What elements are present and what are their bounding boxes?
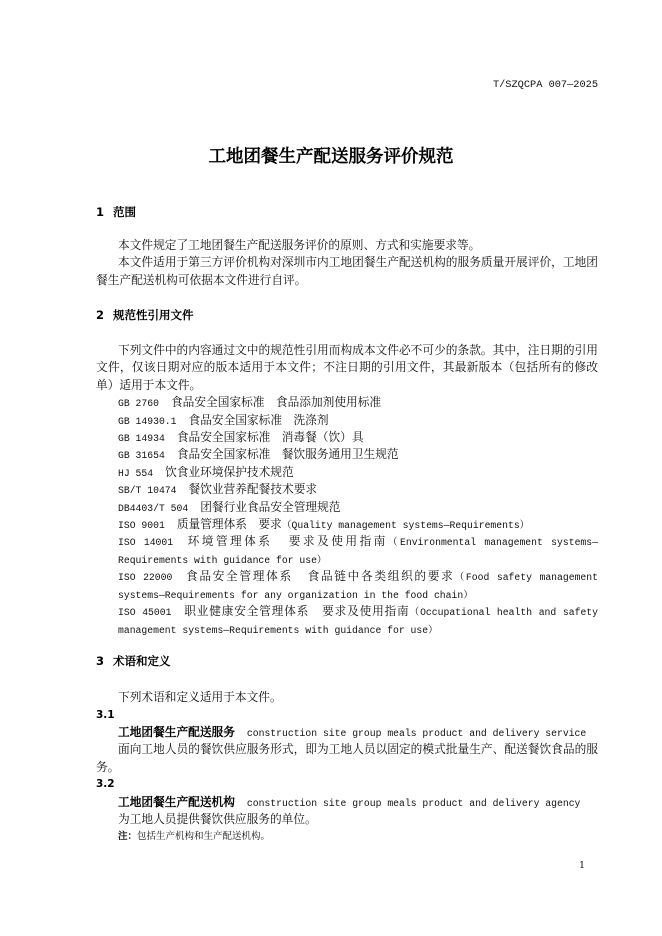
reference-title: 食品安全国家标准 洗涤剂 [188, 412, 329, 427]
section-number: 1 [96, 205, 105, 219]
reference-code: GB 14930.1 [118, 415, 177, 427]
reference-title: 职业健康安全管理体系 要求及使用指南 [183, 604, 410, 619]
section-number: 3 [96, 654, 105, 669]
reference-title: 食品安全国家标准 消毒餐（饮）具 [176, 430, 364, 445]
reference-item [118, 568, 598, 603]
reference-code: GB 2760 [118, 398, 159, 410]
reference-item [118, 464, 598, 481]
reference-code: ISO 14001 [118, 537, 174, 549]
reference-title: 食品安全国家标准 食品添加剂使用标准 [170, 395, 382, 410]
term-number: 3.1 [96, 708, 115, 721]
section-title: 范围 [113, 205, 136, 219]
section-2-body [96, 342, 598, 638]
reference-code: ISO 22000 [118, 572, 173, 584]
section-3-body [96, 689, 598, 846]
term-chinese: 工地团餐生产配送服务 [118, 724, 235, 739]
section-1-heading [96, 204, 598, 221]
reference-item [118, 499, 598, 516]
paragraph: 下列文件中的内容通过文中的规范性引用而构成本文件必不可少的条款。其中，注日期的引用文件，仅该日期对应的版本适用于本文件；不注日期的引用文件，其最新版本（包括所有的修改单）适用于本文件。 [96, 343, 598, 392]
term-note [96, 828, 598, 845]
section-title: 规范性引用文件 [113, 308, 194, 323]
term-entry [96, 794, 598, 811]
reference-code: ISO 45001 [118, 607, 172, 619]
reference-title: 食品安全管理体系 食品链中各类组织的要求 [184, 569, 455, 584]
reference-title: 团餐行业食品安全管理规范 [200, 499, 341, 514]
reference-code: SB/T 10474 [118, 485, 177, 497]
document-title: 工地团餐生产配送服务评价规范 [208, 147, 454, 167]
reference-english-title: （Quality management systems—Requirements） [281, 520, 530, 532]
term-english: construction site group meals product and delivery agency [246, 797, 581, 809]
term-number: 3.2 [96, 778, 115, 791]
reference-title: 环境管理体系 要求及使用指南 [185, 534, 388, 549]
term-chinese: 工地团餐生产配送机构 [118, 794, 235, 809]
reference-title: 饮食业环境保护技术规范 [165, 464, 294, 479]
section-2-heading [96, 307, 598, 324]
paragraph: 本文件适用于第三方评价机构对深圳市内工地团餐生产配送机构的服务质量开展评价，工地团餐生产配送机构可依据本文件进行自评。 [96, 255, 598, 287]
reference-code: GB 31654 [118, 450, 165, 462]
section-title: 术语和定义 [113, 654, 171, 669]
section-3-heading [96, 653, 598, 670]
term-entry [96, 724, 598, 741]
term-definition: 面向工地人员的餐饮供应服务形式，即为工地人员以固定的模式批量生产、配送餐饮食品的服务。 [96, 742, 598, 774]
document-body [96, 204, 598, 846]
reference-title: 餐饮业营养配餐技术要求 [188, 482, 318, 497]
paragraph: 本文件规定了工地团餐生产配送服务评价的原则、方式和实施要求等。 [118, 238, 481, 252]
term-definition: 为工地人员提供餐饮供应服务的单位。 [118, 811, 317, 826]
reference-code: GB 14934 [118, 433, 165, 445]
reference-item [118, 429, 598, 446]
term-english: construction site group meals product and delivery service [246, 727, 587, 739]
reference-code: HJ 554 [118, 467, 154, 479]
reference-item [118, 603, 598, 638]
note-text: 包括生产机构和生产配送机构。 [137, 831, 271, 843]
reference-code: ISO 9001 [118, 520, 165, 532]
reference-english-title: （Occupational health and safety management systems—Requirements with guidance for use） [118, 607, 598, 636]
reference-item [118, 394, 598, 411]
reference-item [118, 481, 598, 498]
page-number: 1 [578, 860, 585, 871]
reference-title: 食品安全国家标准 餐饮服务通用卫生规范 [176, 447, 399, 462]
reference-item [118, 516, 598, 533]
reference-english-title: （Environmental management systems—Requirements with guidance for use） [118, 537, 598, 566]
section-number: 2 [96, 308, 105, 323]
reference-code: DB4403/T 504 [118, 502, 189, 514]
note-label: 注： [118, 831, 138, 843]
reference-list [96, 394, 598, 638]
reference-item [118, 533, 598, 568]
document-code: T/SZQCPA 007—2025 [492, 79, 598, 91]
reference-title: 质量管理体系 要求 [176, 517, 282, 532]
section-1-body [96, 237, 598, 289]
reference-english-title: （Food safety management systems—Requirements for any organization in the food chain） [118, 572, 598, 601]
reference-item [118, 412, 598, 429]
reference-item [118, 446, 598, 463]
paragraph: 下列术语和定义适用于本文件。 [118, 690, 282, 705]
